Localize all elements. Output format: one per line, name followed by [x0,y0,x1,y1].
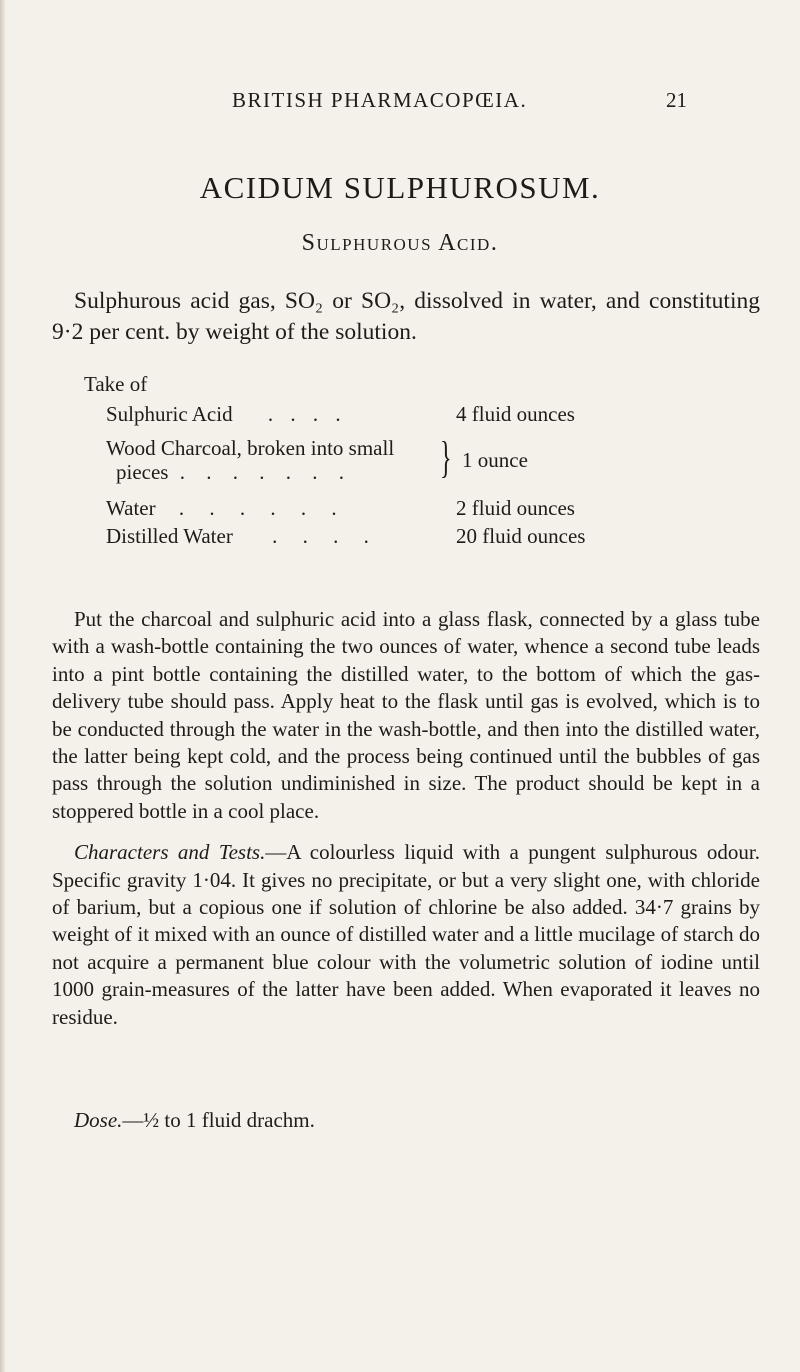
ingredient-row [106,524,379,549]
ingredient-quantity: 2 fluid ounces [456,496,575,520]
recipe-heading: Take of [84,372,148,396]
ingredient-quantity: 1 ounce [462,448,528,472]
ingredient-name: Distilled Water [106,524,233,548]
running-title: BRITISH PHARMACOPŒIA. [232,88,528,112]
recipe-table [0,402,800,612]
characters-text: —A colourless liquid with a pungent sulphurous odour. Specific gravity 1·04. It gives no precipitate, or but a very slight one, with chloride of barium, but a copious one if solution of chlorine be also added. 34·7 grains by weight of it mixed with an ounce of distilled water and a little mucilage of starch do not acquire a permanent blue colour with the volumetric solution of iodine until 1000 grain-measures of the latter have been added. When evaporated it leaves no residue. [52,840,760,1029]
ingredient-quantity: 20 fluid ounces [456,524,586,548]
ingredient-quantity: 4 fluid ounces [456,402,575,426]
monograph-title: ACIDUM SULPHUROSUM. [199,170,601,205]
page-number: 21 [666,88,687,112]
ingredient-name: Sulphuric Acid [106,402,233,426]
dose-label: Dose. [74,1108,123,1132]
ingredient-name: pieces [116,460,169,484]
characters-label: Characters and Tests. [74,840,266,865]
leader-dots: . . . . [272,524,379,548]
definition-text: Sulphurous acid gas, SO₂ or SO₂, dissolved in water, and constituting 9·2 per cent. by weight of the solution. [52,288,760,345]
brace-symbol: } [440,433,452,482]
ingredient-row [106,436,394,461]
monograph-body [52,606,760,1045]
ingredient-name: Wood Charcoal, broken into small [106,436,395,460]
ingredient-name: Water [106,496,156,520]
monograph-subtitle: Sulphurous Acid. [301,230,499,256]
ingredient-row [106,402,347,427]
dose-fraction: ½ [143,1108,160,1132]
leader-dots: . . . . . . [178,496,347,520]
ingredient-row [116,460,352,485]
process-paragraph: Put the charcoal and sulphuric acid into a glass flask, connected by a glass tube with a wash-bottle containing the two ounces of water, whence a second tube leads into a pint bottle containing the distilled water, to the bottom of which the gas-delivery tube should pass. Apply heat to the flask until gas is evolved, which is to be conducted through the water in the wash-bottle, and then into the distilled water, the latter being kept cold, and the process being continued until the bubbles of gas pass through the solution undiminished in size. The product should be kept in a stoppered bottle in a cool place. [52,607,760,823]
running-head [0,88,800,118]
dose-line [74,1108,315,1133]
leader-dots: . . . . . . . [179,460,352,484]
dose-text: to 1 fluid drachm. [159,1108,315,1132]
leader-dots: . . . . [267,402,347,426]
characters-paragraph [52,839,760,1031]
ingredient-row [106,496,347,521]
dose-dash: — [122,1108,144,1132]
definition-paragraph [52,286,760,348]
